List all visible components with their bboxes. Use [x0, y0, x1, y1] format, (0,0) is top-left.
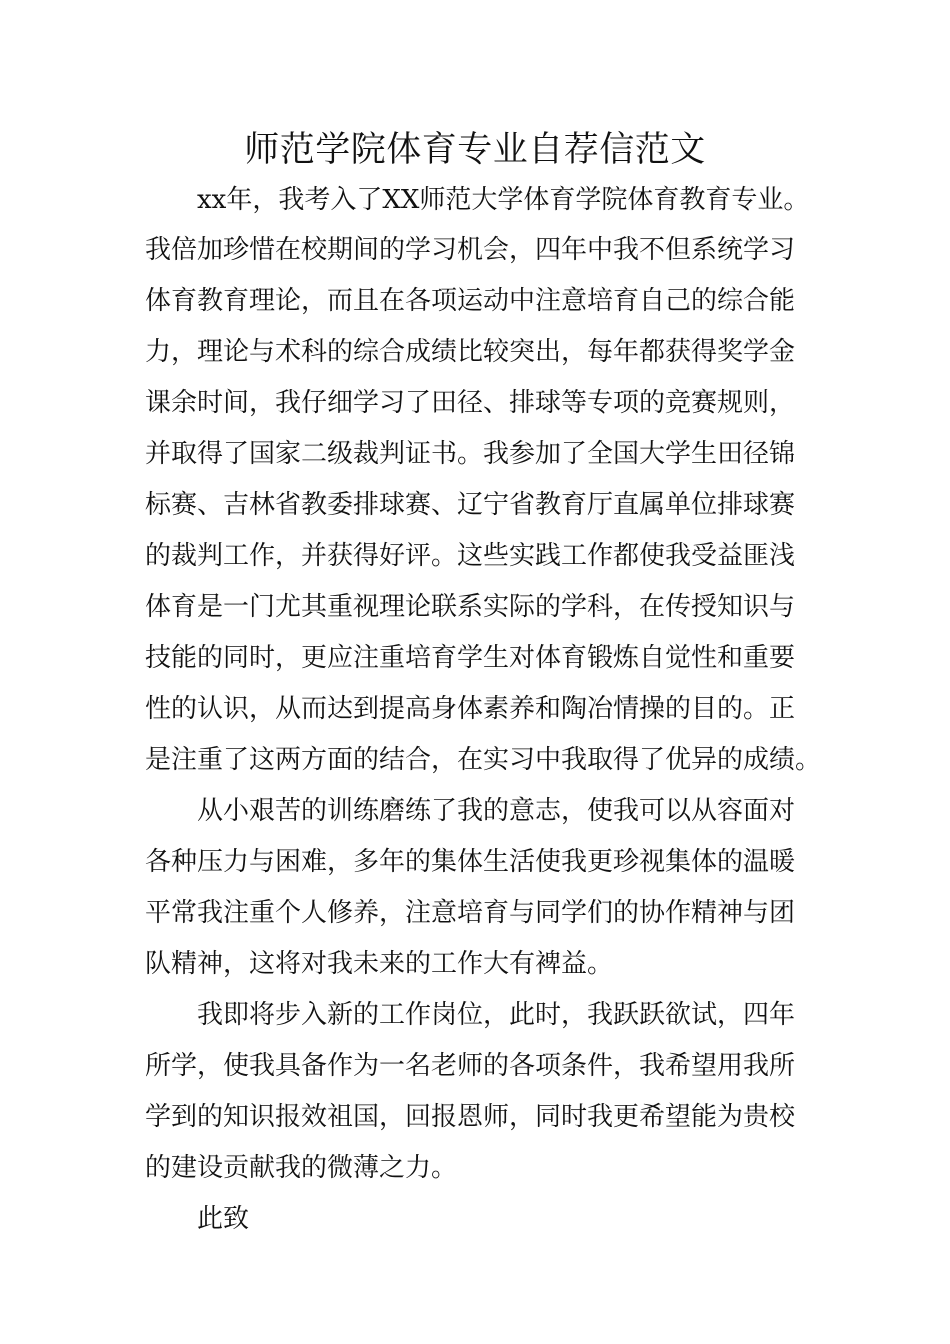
document-title: 师范学院体育专业自荐信范文: [244, 130, 706, 170]
text-line: 体育教育理论，而且在各项运动中注意培育自己的综合能: [145, 286, 796, 316]
text-line: 力，理论与术科的综合成绩比较突出，每年都获得奖学金: [145, 337, 796, 367]
closing-line: 此致: [197, 1204, 250, 1234]
text-line: 队精神，这将对我未来的工作大有裨益。: [145, 949, 614, 979]
text-line: 并取得了国家二级裁判证书。我参加了全国大学生田径锦: [145, 439, 796, 469]
text-line: 我即将步入新的工作岗位，此时，我跃跃欲试，四年: [197, 1000, 796, 1030]
text-line: 我倍加珍惜在校期间的学习机会，四年中我不但系统学习: [145, 235, 796, 265]
text-line: 是注重了这两方面的结合，在实习中我取得了优异的成绩。: [145, 745, 822, 775]
text-line: 所学，使我具备作为一名老师的各项条件，我希望用我所: [145, 1051, 796, 1081]
text-line: xx年，我考入了XX师范大学体育学院体育教育专业。: [197, 185, 810, 215]
text-line: 从小艰苦的训练磨练了我的意志，使我可以从容面对: [197, 796, 796, 826]
text-line: 的建设贡献我的微薄之力。: [145, 1153, 458, 1183]
text-line: 体育是一门尤其重视理论联系实际的学科，在传授知识与: [145, 592, 796, 622]
text-line: 技能的同时，更应注重培育学生对体育锻炼自觉性和重要: [145, 643, 796, 673]
text-line: 学到的知识报效祖国，回报恩师，同时我更希望能为贵校: [145, 1102, 796, 1132]
text-line: 各种压力与困难，多年的集体生活使我更珍视集体的温暖: [145, 847, 796, 877]
text-line: 标赛、吉林省教委排球赛、辽宁省教育厅直属单位排球赛: [145, 490, 796, 520]
text-line: 性的认识，从而达到提高身体素养和陶冶情操的目的。正: [145, 694, 796, 724]
text-line: 的裁判工作，并获得好评。这些实践工作都使我受益匪浅: [145, 541, 796, 571]
text-line: 课余时间，我仔细学习了田径、排球等专项的竞赛规则，: [145, 388, 796, 418]
text-line: 平常我注重个人修养，注意培育与同学们的协作精神与团: [145, 898, 796, 928]
